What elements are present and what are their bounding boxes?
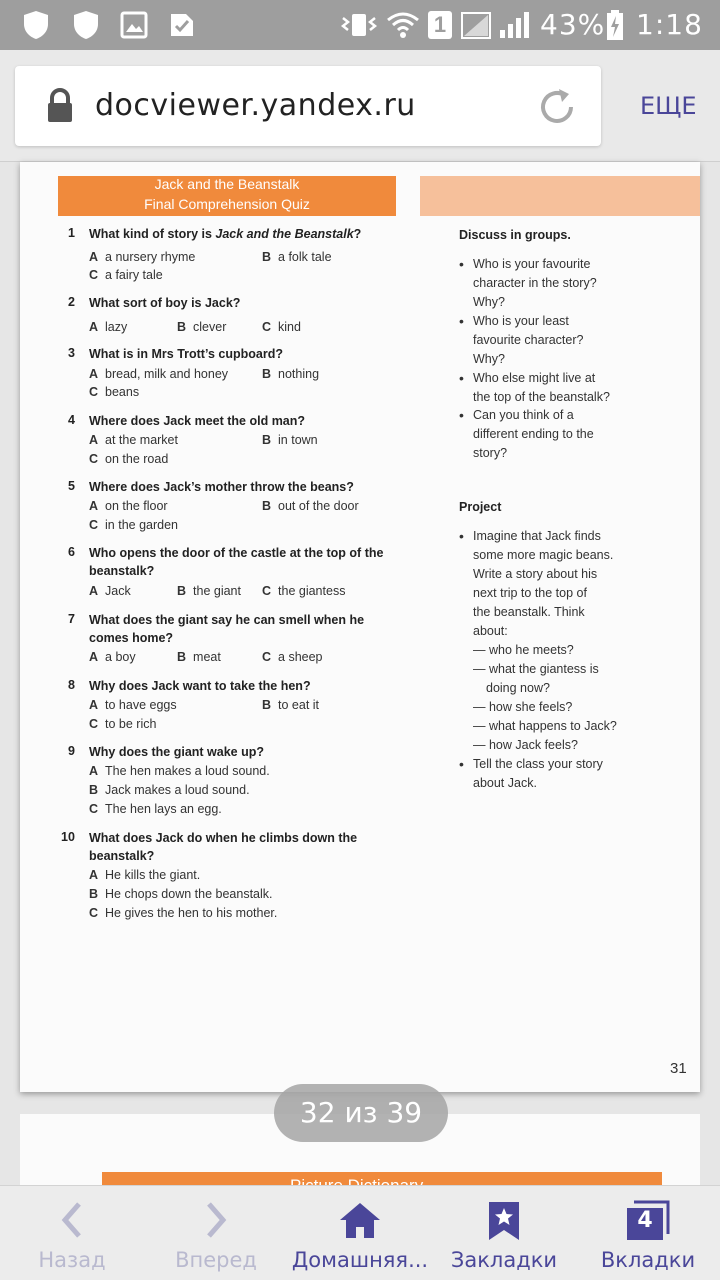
answer-option: B a folk tale [262,250,332,264]
battery-percent: 43% [540,8,606,41]
project-bullet: • Imagine that Jack finds some more magic beans. Write a story about his next trip to the top of the beanstalk. Think about: [459,528,614,638]
question-text: Why does the giant wake up? [89,745,265,759]
home-button[interactable] [288,1186,432,1280]
status-bar [0,0,720,50]
question-text: What kind of story is Jack and the Beanstalk? [89,227,362,241]
question-text: What sort of boy is Jack? [89,296,241,310]
answer-option: C kind [262,320,301,334]
sim-icon [428,11,452,39]
discuss-bullet: • Can you think of a different ending to the story? [459,407,594,460]
question-number: 10 [61,830,75,844]
sim-number: 1 [433,12,447,37]
chevron-right-icon [201,1200,231,1240]
answer-option: B nothing [262,367,320,381]
tab-count: 4 [637,1208,653,1233]
forward-button[interactable] [144,1186,288,1280]
task-icon [168,10,196,40]
question-number: 3 [68,346,75,360]
answer-option: B Jack makes a loud sound. [89,783,250,797]
answer-option: B the giant [177,584,241,598]
back-button[interactable] [0,1186,144,1280]
answer-option: A at the market [89,433,178,447]
quiz-subtitle: Final Comprehension Quiz [144,196,310,212]
question-text: What does Jack do when he climbs down the [89,831,358,845]
answer-option: C on the road [89,452,169,466]
discuss-bullet: • Who is your least favourite character? Why? [459,313,584,366]
clock: 1:18 [636,8,703,41]
question-number: 1 [68,226,75,240]
answer-option: A on the floor [89,499,168,513]
home-icon [338,1200,382,1240]
answer-option: A to have eggs [89,698,177,712]
question-number: 7 [68,612,75,626]
answer-option: A a nursery rhyme [89,250,196,264]
shield-icon [72,10,100,40]
lock-icon [45,88,75,124]
page-indicator: 32 из 39 [274,1084,448,1142]
more-button[interactable]: ЕЩЕ [640,92,697,120]
tabs-button[interactable] [576,1186,720,1280]
question-text: Who opens the door of the castle at the top of the [89,546,384,560]
question-text-cont: beanstalk? [89,564,155,578]
signal-icon [460,10,492,40]
question-number: 8 [68,678,75,692]
question-number: 4 [68,413,75,427]
answer-option: C in the garden [89,518,179,532]
title-banner-right [420,176,700,216]
project-heading: Project [459,500,502,514]
answer-option: C a fairy tale [89,268,163,282]
answer-option: A The hen makes a loud sound. [89,764,270,778]
document-page [20,162,700,1092]
battery-charging-icon [606,10,624,40]
back-label: Назад [38,1248,106,1272]
question-text: Where does Jack’s mother throw the beans? [89,480,354,494]
question-text-cont: comes home? [89,631,174,645]
question-number: 9 [68,744,75,758]
tabs-label: Вкладки [600,1248,696,1272]
answer-option: C The hen lays an egg. [89,802,222,816]
question-text: Where does Jack meet the old man? [89,414,306,428]
answer-option: B out of the door [262,499,359,513]
answer-option: C to be rich [89,717,157,731]
project-dash-list: — who he meets? — what the giantess is doing now? — how she feels? — what happens to Jack? — how Jack feels? [473,643,617,752]
answer-option: C the giantess [262,584,346,598]
answer-option: B meat [177,650,221,664]
page-number: 31 [670,1060,687,1077]
discuss-bullet: • Who else might live at the top of the beanstalk? [459,370,610,404]
signal-bars-icon [498,10,530,40]
answer-option: A bread, milk and honey [89,367,229,381]
question-number: 5 [68,479,75,493]
home-label: Домашняя... [291,1248,429,1272]
wifi-icon [386,10,420,40]
bookmark-icon [487,1200,521,1242]
quiz-title: Jack and the Beanstalk [154,176,300,192]
answer-option: C beans [89,385,140,399]
answer-option: A a boy [89,650,136,664]
forward-label: Вперед [175,1248,257,1272]
bottom-navigation [0,1185,720,1280]
reload-icon[interactable] [535,85,579,129]
answer-option: B in town [262,433,318,447]
bookmarks-button[interactable] [432,1186,576,1280]
answer-option: C a sheep [262,650,323,664]
bookmarks-label: Закладки [450,1248,558,1272]
browser-toolbar [0,50,720,162]
question-text: Why does Jack want to take the hen? [89,679,311,693]
address-bar[interactable] [15,66,601,146]
answer-option: B clever [177,320,227,334]
vibrate-icon [340,10,378,40]
question-text-cont: beanstalk? [89,849,155,863]
discuss-bullet: • Who is your favourite character in the story? Why? [459,256,597,309]
question-text: What is in Mrs Trott’s cupboard? [89,347,283,361]
answer-option: A Jack [89,584,131,598]
answer-option: A lazy [89,320,128,334]
chevron-left-icon [57,1200,87,1240]
question-number: 2 [68,295,75,309]
question-number: 6 [68,545,75,559]
answer-option: B He chops down the beanstalk. [89,887,273,901]
answer-option: C He gives the hen to his mother. [89,906,278,920]
project-bullet: • Tell the class your story about Jack. [459,756,603,790]
answer-option: A He kills the giant. [89,868,201,882]
answer-option: B to eat it [262,698,320,712]
question-text: What does the giant say he can smell when he [89,613,365,627]
discuss-heading: Discuss in groups. [459,228,571,242]
shield-icon [22,10,50,40]
url-text[interactable]: docviewer.yandex.ru [95,88,416,123]
image-icon [120,10,148,40]
